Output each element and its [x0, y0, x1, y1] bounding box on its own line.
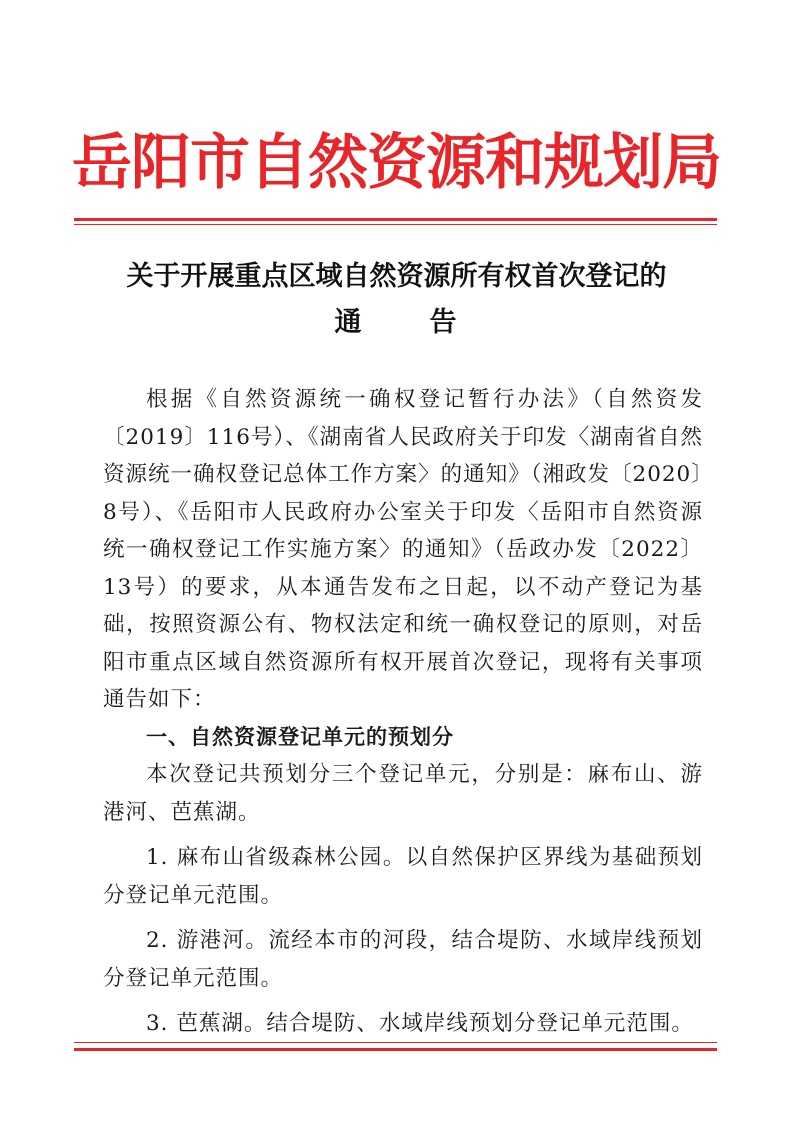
notice-title-line2	[0, 303, 793, 343]
list-item: 1. 麻布山省级森林公园。以自然保护区界线为基础预划分登记单元范围。	[103, 845, 703, 908]
notice-body	[103, 381, 703, 1043]
notice-title-char-2: 告	[429, 307, 459, 338]
section1-intro: 本次登记共预划分三个登记单元，分别是：麻布山、游港河、芭蕉湖。	[103, 762, 703, 825]
footer-red-rule-thin	[74, 1042, 717, 1043]
notice-title-char-1: 通	[334, 307, 364, 338]
notice-title-line1: 关于开展重点区域自然资源所有权首次登记的	[126, 261, 667, 292]
org-header-title: 岳阳市自然资源和规划局	[72, 128, 721, 198]
header-red-rule-thick	[74, 218, 717, 221]
header-red-rule-thin	[74, 224, 717, 225]
list-item: 2. 游港河。流经本市的河段，结合堤防、水域岸线预划分登记单元范围。	[103, 928, 703, 991]
intro-paragraph: 根据《自然资源统一确权登记暂行办法》（自然资发〔2019〕116号）、《湖南省人民政府关于印发〈湖南省自然资源统一确权登记总体工作方案〉的通知》（湘政发〔2020〕8号）、《岳阳市人民政府办公室关于印发〈岳阳市自然资源统一确权登记工作实施方案〉的通知》（岳政办发〔2022〕13号）的要求，从本通告发布之日起，以不动产登记为基础，按照资源公有、物权法定和统一确权登记的原则，对岳阳市重点区域自然资源所有权开展首次登记，现将有关事项通告如下：	[103, 387, 703, 712]
list-item: 3. 芭蕉湖。结合堤防、水域岸线预划分登记单元范围。	[146, 1011, 694, 1036]
section1-heading: 一、自然资源登记单元的预划分	[146, 724, 454, 749]
footer-red-rule-thick	[74, 1048, 717, 1051]
